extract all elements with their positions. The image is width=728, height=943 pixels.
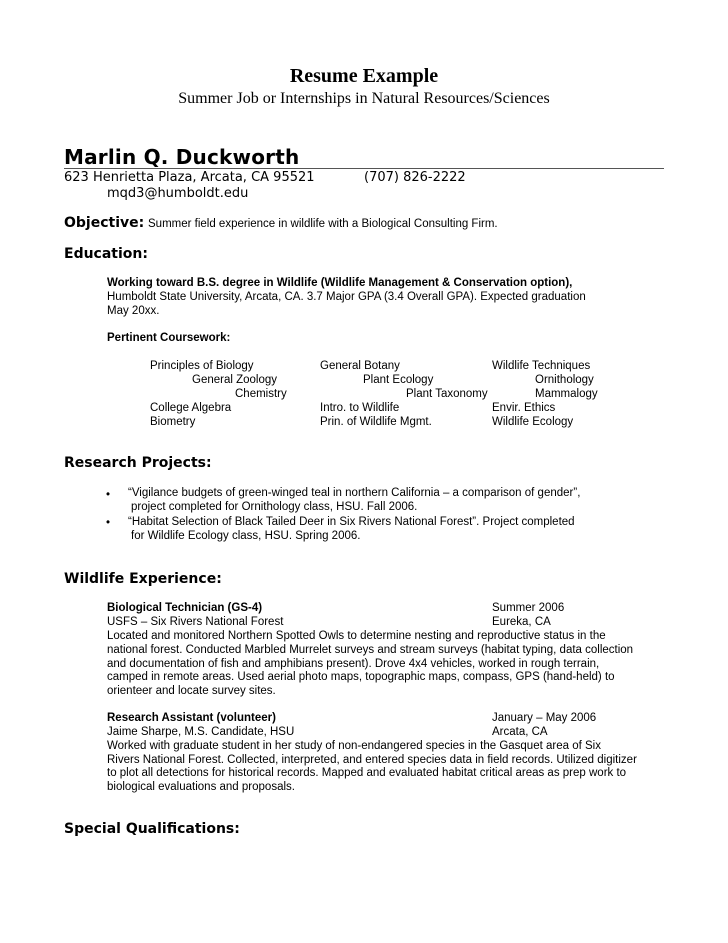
job-organization: USFS – Six Rivers National Forest xyxy=(107,616,284,628)
job-description-line: biological evaluations and proposals. xyxy=(107,781,295,793)
course-item: College Algebra xyxy=(150,402,232,414)
school-line: May 20xx. xyxy=(107,305,160,317)
bullet-marker: • xyxy=(106,489,111,501)
course-item: Wildlife Ecology xyxy=(492,416,574,428)
course-item: Ornithology xyxy=(535,374,594,386)
course-item: Intro. to Wildlife xyxy=(320,402,400,414)
job-description-line: and documentation of fish and amphibians present). Drove 4x4 vehicles, worked in rough terrain, xyxy=(107,658,600,670)
course-item: Principles of Biology xyxy=(150,360,254,372)
applicant-name: Marlin Q. Duckworth xyxy=(64,145,300,169)
course-item: Envir. Ethics xyxy=(492,402,556,414)
course-item: Biometry xyxy=(150,416,196,428)
job-location: Arcata, CA xyxy=(492,726,548,738)
job-description-line: camped in remote areas. Used aerial photo maps, topographic maps, compass, GPS (hand-held) to xyxy=(107,671,615,683)
job-description-line: Worked with graduate student in her study of non-endangered species in the Gasquet area of Six xyxy=(107,740,601,752)
course-item: Chemistry xyxy=(235,388,287,400)
job-description-line: to plot all detections for historical records. Mapped and evaluated habitat critical areas as prep work to xyxy=(107,767,627,779)
job-title: Biological Technician (GS-4) xyxy=(107,602,263,614)
job-description-line: orienteer and locate survey sites. xyxy=(107,685,276,697)
objective-heading: Objective: xyxy=(64,215,145,231)
document-title: Resume Example xyxy=(289,65,439,87)
course-item: Wildlife Techniques xyxy=(492,360,591,372)
contact-email: mqd3@humboldt.edu xyxy=(107,186,249,201)
job-description-line: Located and monitored Northern Spotted Owls to determine nesting and reproductive status in the xyxy=(107,630,606,642)
course-item: Mammalogy xyxy=(535,388,598,400)
job-title: Research Assistant (volunteer) xyxy=(107,712,276,724)
job-description-line: national forest. Conducted Marbled Murrelet surveys and stream surveys (habitat typing, data collection xyxy=(107,644,634,656)
research-item-line: project completed for Ornithology class, HSU. Fall 2006. xyxy=(131,501,418,513)
research-item-line: “Vigilance budgets of green-winged teal in northern California – a comparison of gender”, xyxy=(128,487,581,499)
contact-address: 623 Henrietta Plaza, Arcata, CA 95521 xyxy=(64,170,315,185)
special-qualifications-heading: Special Qualifications: xyxy=(64,821,240,837)
job-date: Summer 2006 xyxy=(492,602,565,614)
course-item: Prin. of Wildlife Mgmt. xyxy=(320,416,432,428)
job-date: January – May 2006 xyxy=(492,712,597,724)
education-heading: Education: xyxy=(64,246,148,262)
job-location: Eureka, CA xyxy=(492,616,551,628)
name-divider xyxy=(64,168,664,169)
course-item: Plant Taxonomy xyxy=(406,388,488,400)
job-description-line: Rivers National Forest. Collected, interpreted, and entered species data in field records. Utilized digitizer xyxy=(107,754,637,766)
research-item-line: “Habitat Selection of Black Tailed Deer in Six Rivers National Forest”. Project completed xyxy=(128,516,575,528)
course-item: General Zoology xyxy=(192,374,278,386)
school-line: Humboldt State University, Arcata, CA. 3.7 Major GPA (3.4 Overall GPA). Expected graduation xyxy=(107,291,586,303)
degree-line: Working toward B.S. degree in Wildlife (Wildlife Management & Conservation option), xyxy=(107,277,573,289)
document-subtitle: Summer Job or Internships in Natural Resources/Sciences xyxy=(178,90,550,107)
research-heading: Research Projects: xyxy=(64,455,212,471)
coursework-heading: Pertinent Coursework: xyxy=(107,332,231,344)
course-item: Plant Ecology xyxy=(363,374,434,386)
contact-phone: (707) 826-2222 xyxy=(364,170,466,185)
objective-text: Summer field experience in wildlife with a Biological Consulting Firm. xyxy=(148,218,498,230)
bullet-marker: • xyxy=(106,517,111,529)
job-organization: Jaime Sharpe, M.S. Candidate, HSU xyxy=(107,726,295,738)
course-item: General Botany xyxy=(320,360,400,372)
research-item-line: for Wildlife Ecology class, HSU. Spring 2006. xyxy=(131,530,361,542)
wildlife-experience-heading: Wildlife Experience: xyxy=(64,571,222,587)
